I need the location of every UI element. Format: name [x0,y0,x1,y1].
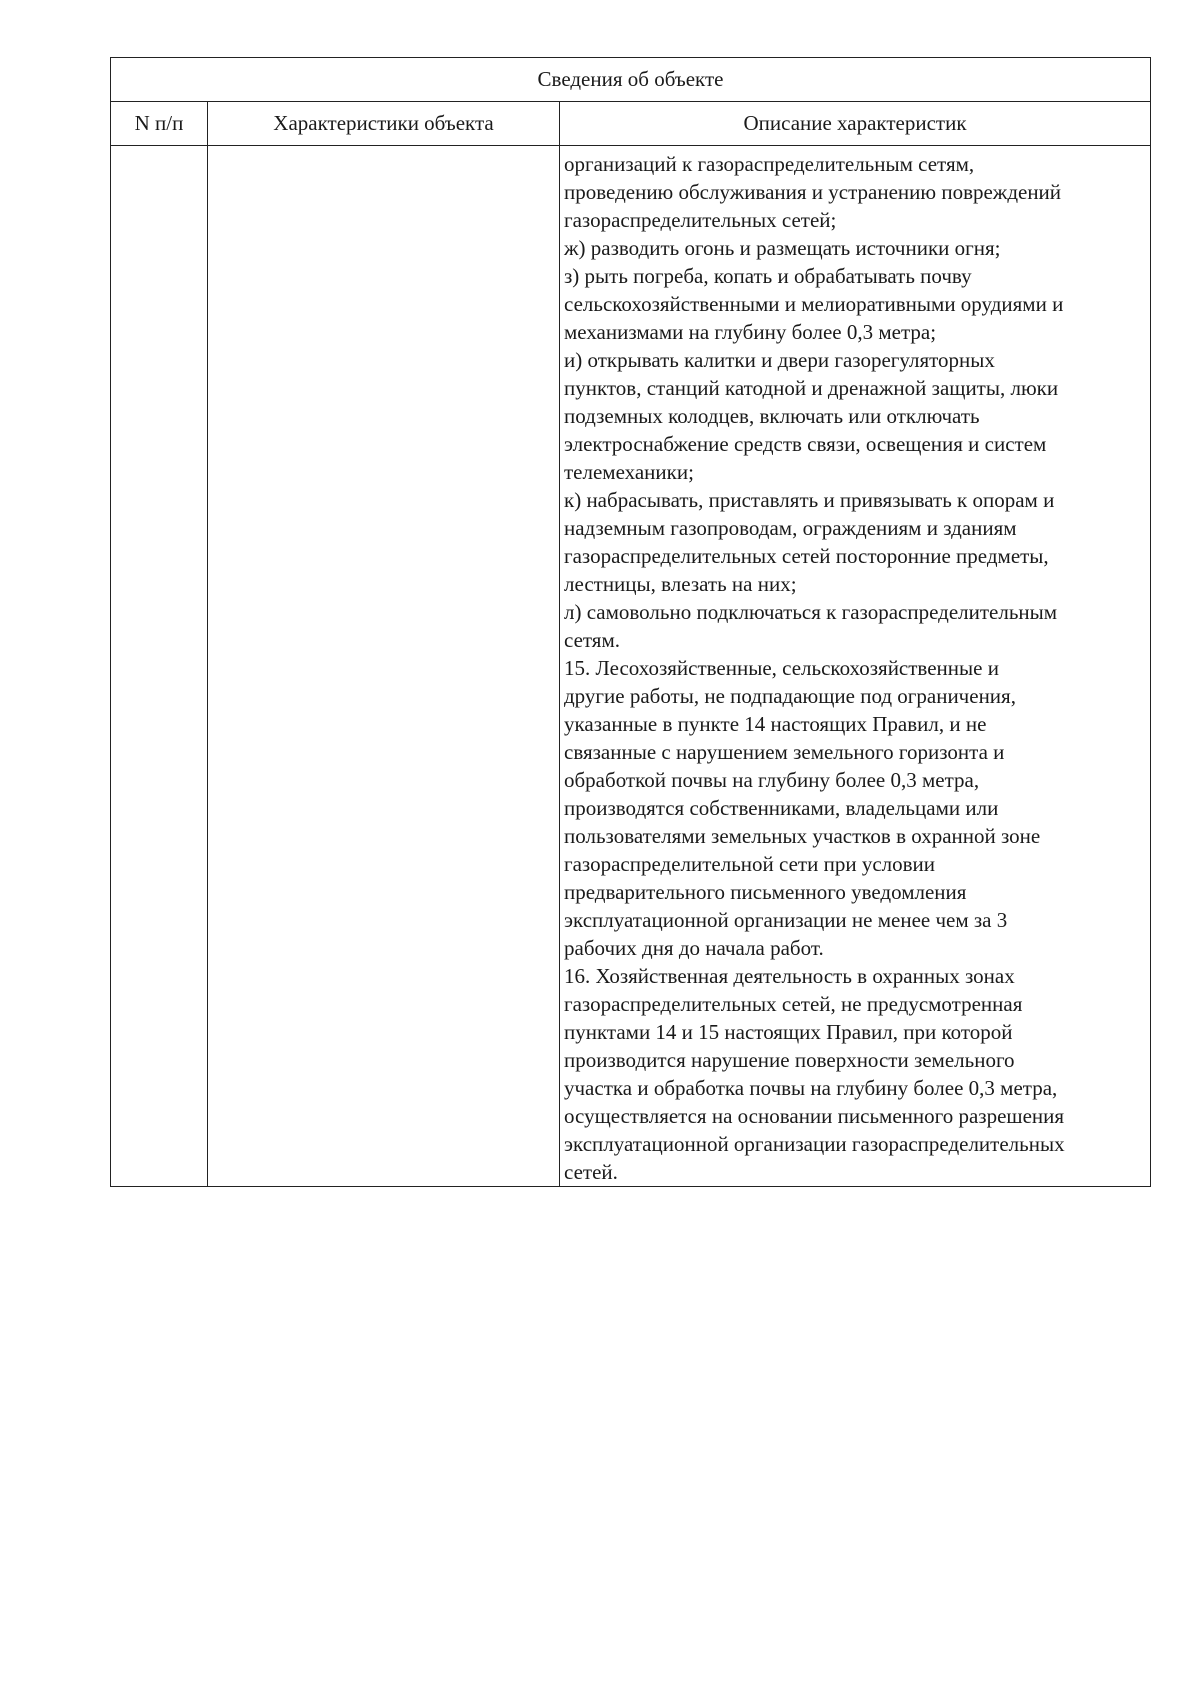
description-line: проведению обслуживания и устранению повреждений [564,180,1062,204]
description-line: лестницы, влезать на них; [564,572,797,596]
description-line: электроснабжение средств связи, освещения и систем [564,432,1047,456]
description-line: сетям. [564,628,620,652]
header-number: N п/п [111,102,208,146]
table-caption: Сведения об объекте [111,58,1151,102]
description-line: ж) разводить огонь и размещать источники огня; [564,236,1001,260]
description-line: механизмами на глубину более 0,3 метра; [564,320,937,344]
cell-characteristics [208,146,560,1187]
description-line: газораспределительной сети при условии [564,852,936,876]
description-line: эксплуатационной организации газораспределительных [564,1132,1065,1156]
cell-number [111,146,208,1187]
description-line: связанные с нарушением земельного горизонта и [564,740,1005,764]
description-line: пользователями земельных участков в охранной зоне [564,824,1041,848]
description-line: к) набрасывать, приставлять и привязывать к опорам и [564,488,1055,512]
description-line: рабочих дня до начала работ. [564,936,824,960]
table-caption-row [111,58,1151,102]
description-line: надземным газопроводам, ограждениям и зданиям [564,516,1017,540]
description-line: пунктов, станций катодной и дренажной защиты, люки [564,376,1059,400]
description-line: газораспределительных сетей; [564,208,837,232]
description-line: организаций к газораспределительным сетям, [564,152,975,176]
description-line: 15. Лесохозяйственные, сельскохозяйственные и [564,656,999,680]
description-line: указанные в пункте 14 настоящих Правил, и не [564,712,987,736]
description-line: 16. Хозяйственная деятельность в охранных зонах [564,964,1015,988]
description-line: пунктами 14 и 15 настоящих Правил, при которой [564,1020,1013,1044]
object-info-table [110,57,1151,1187]
table-header-row [111,102,1151,146]
table-row [111,146,1151,1187]
description-line: газораспределительных сетей посторонние предметы, [564,544,1049,568]
description-line: и) открывать калитки и двери газорегуляторных [564,348,995,372]
description-line: телемеханики; [564,460,694,484]
description-line: сетей. [564,1160,618,1184]
description-line: эксплуатационной организации не менее чем за 3 [564,908,1008,932]
description-line: подземных колодцев, включать или отключать [564,404,980,428]
description-line: сельскохозяйственными и мелиоративными орудиями и [564,292,1064,316]
header-description: Описание характеристик [560,102,1151,146]
description-line: осуществляется на основании письменного разрешения [564,1104,1065,1128]
description-line: производится нарушение поверхности земельного [564,1048,1015,1072]
description-line: производятся собственниками, владельцами или [564,796,999,820]
description-line: з) рыть погреба, копать и обрабатывать почву [564,264,972,288]
header-characteristics: Характеристики объекта [208,102,560,146]
cell-description [560,146,1151,1187]
description-line: обработкой почвы на глубину более 0,3 метра, [564,768,980,792]
description-line: предварительного письменного уведомления [564,880,967,904]
description-line: газораспределительных сетей, не предусмотренная [564,992,1023,1016]
description-line: л) самовольно подключаться к газораспределительным [564,600,1058,624]
description-line: участка и обработка почвы на глубину более 0,3 метра, [564,1076,1058,1100]
description-line: другие работы, не подпадающие под ограничения, [564,684,1016,708]
